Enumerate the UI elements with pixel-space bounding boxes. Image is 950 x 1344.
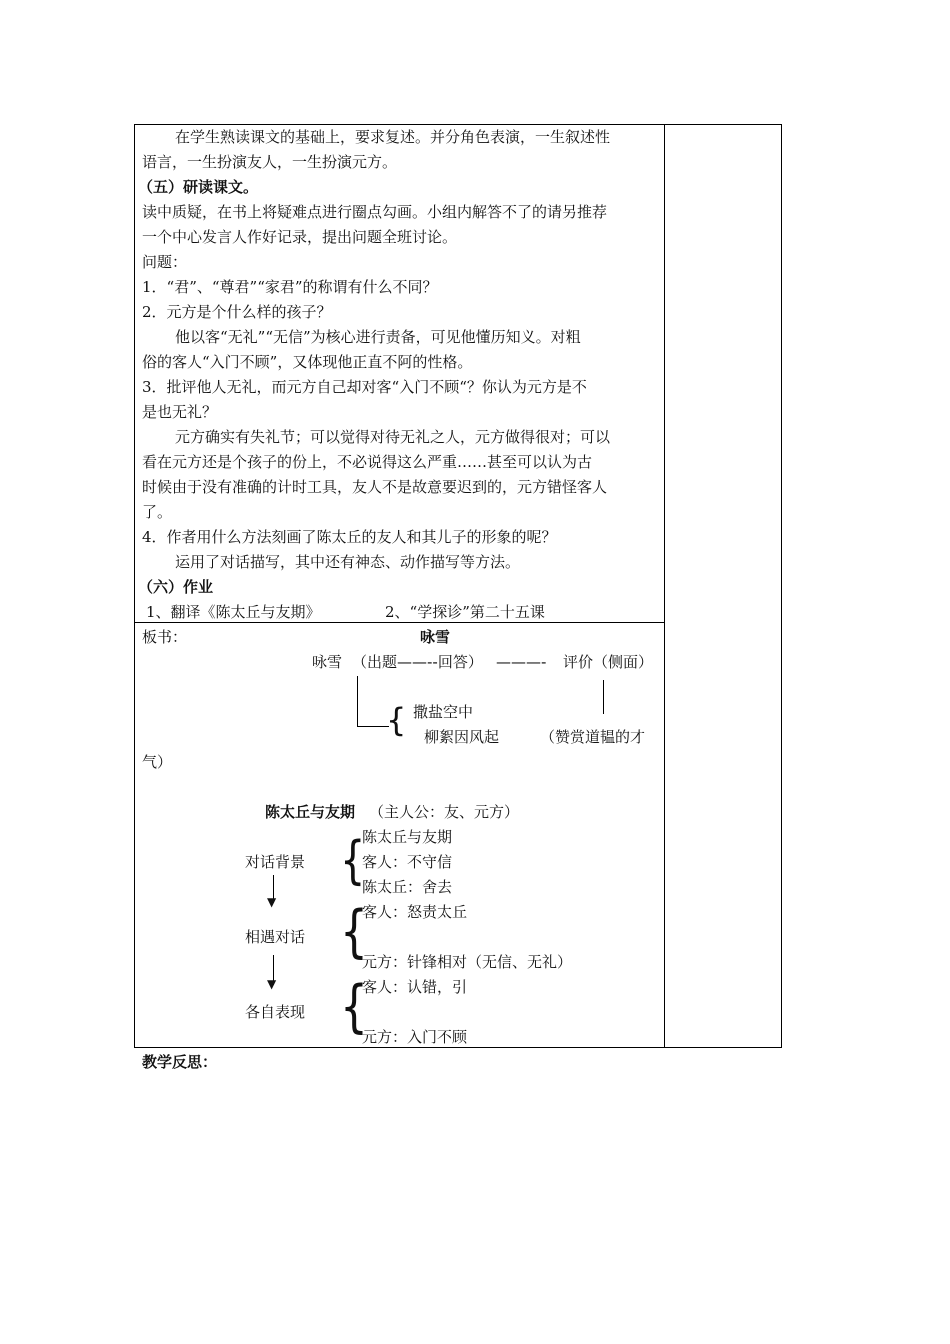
- question-3-line-2: 是也无礼？: [142, 403, 218, 421]
- board-title: 咏雪: [420, 628, 451, 646]
- table-right-border: [781, 124, 782, 1048]
- stage-1-item-3: 陈太丘：舍去: [362, 878, 453, 896]
- teaching-reflection-heading: 教学反思：: [142, 1053, 218, 1071]
- stage-2-item-2: 元方：针锋相对（无信、无礼）: [362, 953, 573, 971]
- answer-2-line-2: 俗的客人“入门不顾”，又体现他正直不阿的性格。: [142, 353, 473, 371]
- question-4: 4．作者用什么方法刻画了陈太丘的友人和其儿子的形象的呢？: [142, 528, 557, 546]
- yx-line1-eval: 评价（侧面）: [563, 653, 654, 671]
- lesson-line-1: 在学生熟读课文的基础上，要求复述。并分角色表演，一生叙述性: [175, 128, 611, 146]
- yx-eval-text-cont: 气）: [142, 753, 173, 771]
- table-top-border: [134, 124, 782, 125]
- lesson-line-4: 读中质疑，在书上将疑难点进行圈点勾画。小组内解答不了的请另推荐: [142, 203, 608, 221]
- question-3-line-1: 3．批评他人无礼，而元方自己却对客“入门不顾“？你认为元方是不: [142, 378, 587, 396]
- stage-3-label: 各自表现: [245, 1003, 306, 1021]
- answer-2-line-1: 他以客“无礼”“无信”为核心进行责备，可见他懂历知义。对粗: [175, 328, 581, 346]
- yx-connector-vertical: [357, 676, 358, 727]
- section-heading-5: （五）研读课文。: [138, 178, 259, 196]
- board-label: 板书：: [142, 628, 188, 646]
- stage-1-item-2: 客人：不守信: [362, 853, 453, 871]
- table-bottom-border: [134, 1047, 782, 1048]
- lesson-line-2: 语言，一生扮演友人，一生扮演元方。: [142, 153, 398, 171]
- table-column-divider: [664, 124, 665, 1048]
- arrow-2-down-icon: ▼: [267, 977, 277, 991]
- table-left-border: [134, 124, 135, 1048]
- yx-line1-title: 咏雪: [312, 653, 343, 671]
- question-1: 1．“君”、“尊君”“家君”的称谓有什么不同？: [142, 278, 438, 296]
- stage-1-label: 对话背景: [245, 853, 306, 871]
- answer-3-line-4: 了。: [142, 503, 173, 521]
- ct-title: 陈太丘与友期: [265, 803, 356, 821]
- stage-3-brace: {: [340, 974, 368, 1041]
- homework-1: 1、翻译《陈太丘与友期》: [146, 603, 321, 621]
- answer-3-line-1: 元方确实有失礼节；可以觉得对待无礼之人，元方做得很对；可以: [175, 428, 611, 446]
- stage-1-brace: {: [340, 831, 366, 891]
- stage-2-brace: {: [340, 899, 368, 966]
- yx-brace: {: [386, 701, 407, 739]
- stage-3-item-2: 元方：入门不顾: [362, 1028, 468, 1046]
- answer-4: 运用了对话描写，其中还有神态、动作描写等方法。: [175, 553, 521, 571]
- yx-line1-question: （出题——--回答）: [352, 653, 483, 671]
- homework-2: 2、“学探诊”第二十五课: [385, 603, 545, 621]
- table-row-divider: [134, 622, 665, 623]
- stage-1-item-1: 陈太丘与友期: [362, 828, 453, 846]
- answer-3-line-2: 看在元方还是个孩子的份上，不必说得这么严重……甚至可以认为古: [142, 453, 593, 471]
- arrow-1-down-icon: ▼: [267, 895, 277, 909]
- yx-line1-dash: ———-: [496, 653, 547, 671]
- section-heading-6: （六）作业: [138, 578, 214, 596]
- yx-eval-text: （赞赏道韫的才: [540, 728, 646, 746]
- lesson-line-6: 问题：: [142, 253, 188, 271]
- yx-connector-horizontal: [357, 726, 389, 727]
- stage-2-item-1: 客人：怒责太丘: [362, 903, 468, 921]
- yx-branch-1: 撒盐空中: [413, 703, 474, 721]
- yx-eval-vertical: [603, 680, 604, 714]
- answer-3-line-3: 时候由于没有准确的计时工具，友人不是故意要迟到的，元方错怪客人: [142, 478, 608, 496]
- ct-subtitle: （主人公：友、元方）: [369, 803, 520, 821]
- stage-3-item-1: 客人：认错，引: [362, 978, 468, 996]
- yx-branch-2: 柳絮因风起: [424, 728, 500, 746]
- stage-2-label: 相遇对话: [245, 928, 306, 946]
- question-2: 2．元方是个什么样的孩子？: [142, 303, 332, 321]
- lesson-line-5: 一个中心发言人作好记录，提出问题全班讨论。: [142, 228, 458, 246]
